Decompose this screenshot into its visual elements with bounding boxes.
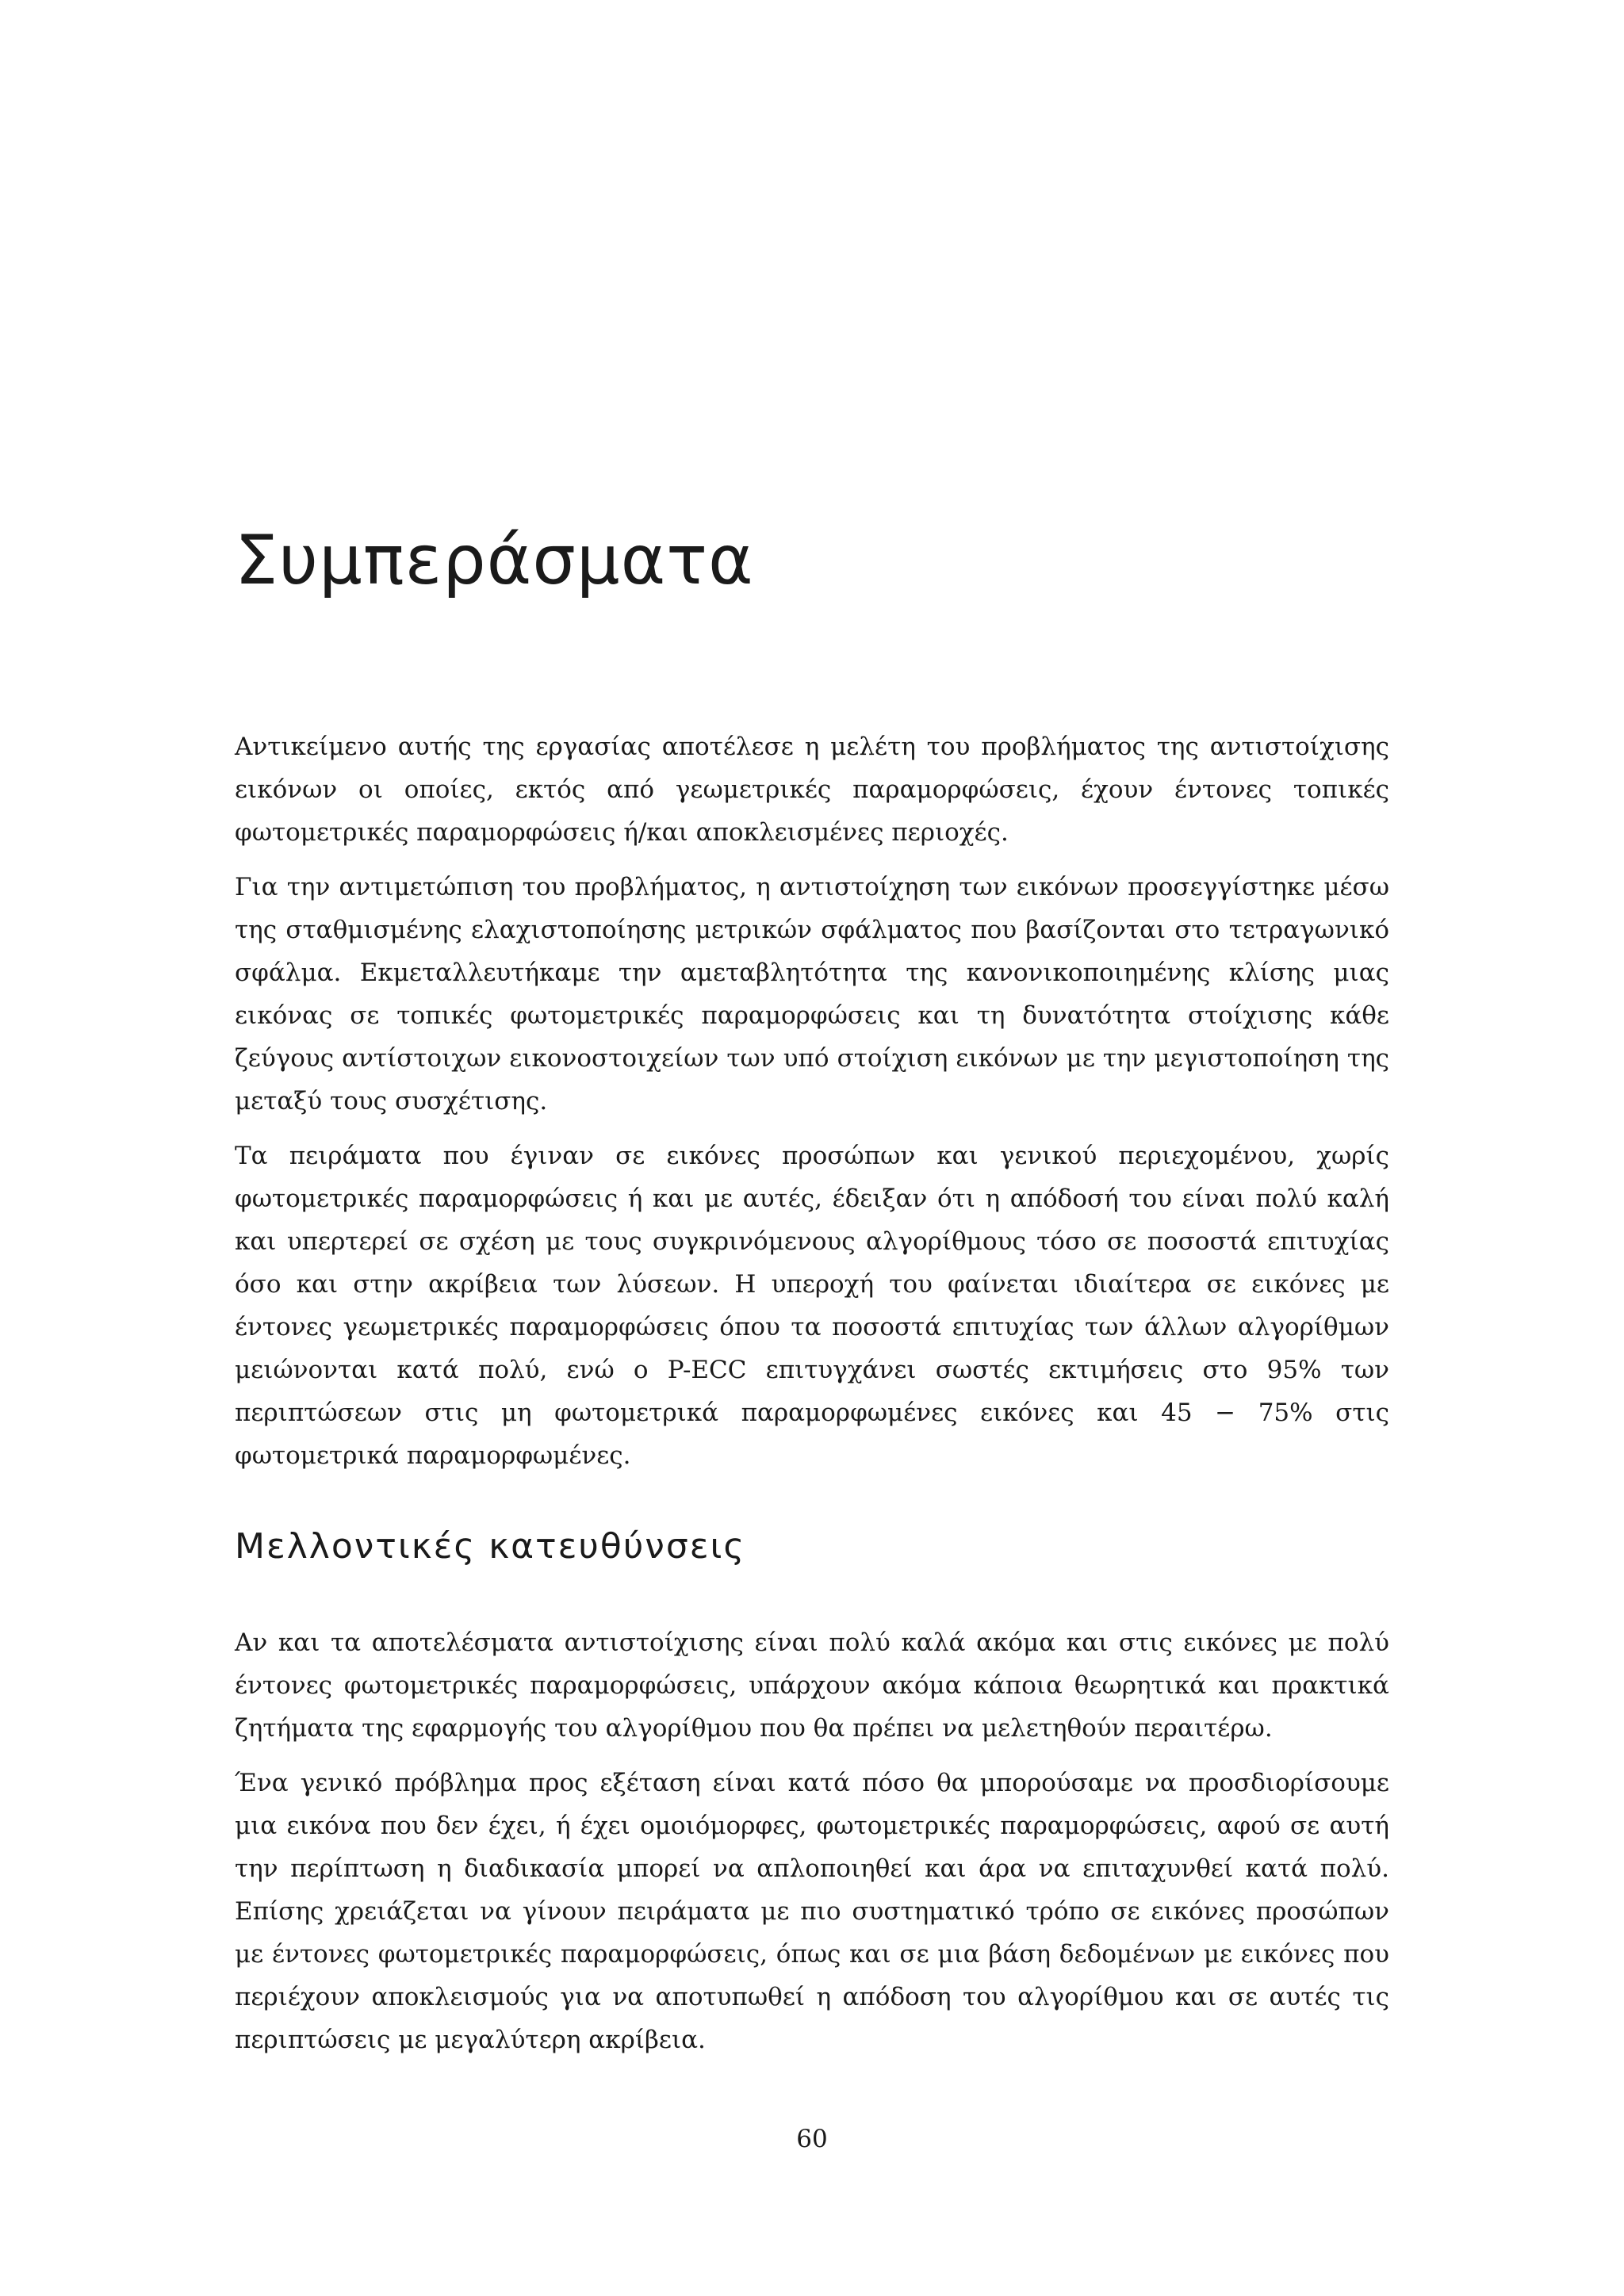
future-work-body — [235, 1621, 1389, 2073]
paragraph: Αν και τα αποτελέσματα αντιστοίχισης είναι πολύ καλά ακόμα και στις εικόνες με πολύ έντονες φωτομετρικές παραμορφώσεις, υπάρχουν ακόμα κάποια θεωρητικά και πρακτικά ζητήματα της εφαρμογής του αλγορίθμου που θα πρέπει να μελετηθούν περαιτέρω. — [235, 1628, 1389, 1743]
chapter-title: Συμπεράσματα — [235, 521, 754, 600]
paragraph: Αντικείμενο αυτής της εργασίας αποτέλεσε η μελέτη του προβλήματος της αντιστοίχισης εικόνων οι οποίες, εκτός από γεωμετρικές παραμορφώσεις, έχουν έντονες τοπικές φωτομετρικές παραμορφώσεις ή/και αποκλεισμένες περιοχές. — [235, 733, 1389, 847]
paragraph: Για την αντιμετώπιση του προβλήματος, η αντιστοίχηση των εικόνων προσεγγίστηκε μέσω της σταθμισμένης ελαχιστοποίησης μετρικών σφάλματος που βασίζονται στο τετραγωνικό σφάλμα. Εκμεταλλευτήκαμε την αμεταβλητότητα της κανονικοποιημένης κλίσης μιας εικόνας σε τοπικές φωτομετρικές παραμορφώσεις και τη δυνατότητα στοίχισης κάθε ζεύγους αντίστοιχων εικονοστοιχείων των υπό στοίχιση εικόνων με την μεγιστοποίηση της μεταξύ τους συσχέτισης. — [235, 873, 1389, 1115]
section-title: Μελλοντικές κατευθύνσεις — [235, 1526, 746, 1567]
paragraph: Ένα γενικό πρόβλημα προς εξέταση είναι κατά πόσο θα μπορούσαμε να προσδιορίσουμε μια εικόνα που δεν έχει, ή έχει ομοιόμορφες, φωτομετρικές παραμορφώσεις, αφού σε αυτή την περίπτωση η διαδικασία μπορεί να απλοποιηθεί και άρα να επιταχυνθεί κατά πολύ. Επίσης χρειάζεται να γίνουν πειράματα με πιο συστηματικό τρόπο σε εικόνες προσώπων με έντονες φωτομετρικές παραμορφώσεις, όπως και σε μια βάση δεδομένων με εικόνες που περιέχουν αποκλεισμούς για να αποτυπωθεί η απόδοση του αλγορίθμου και σε αυτές τις περιπτώσεις με μεγαλύτερη ακρίβεια. — [235, 1769, 1389, 2054]
conclusions-body — [235, 725, 1389, 1489]
document-page — [235, 0, 1389, 2296]
page-number: 60 — [796, 2125, 828, 2153]
paragraph: Τα πειράματα που έγιναν σε εικόνες προσώπων και γενικού περιεχομένου, χωρίς φωτομετρικές παραμορφώσεις ή και με αυτές, έδειξαν ότι η απόδοσή του είναι πολύ καλή και υπερτερεί σε σχέση με τους συγκρινόμενους αλγορίθμους τόσο σε ποσοστά επιτυχίας όσο και στην ακρίβεια των λύσεων. Η υπεροχή του φαίνεται ιδιαίτερα σε εικόνες με έντονες γεωμετρικές παραμορφώσεις όπου τα ποσοστά επιτυχίας των άλλων αλγορίθμων μειώνονται κατά πολύ, ενώ ο P-ECC επιτυγχάνει σωστές εκτιμήσεις στο 95% των περιπτώσεων στις μη φωτομετρικά παραμορφωμένες εικόνες και 45 − 75% στις φωτομετρικά παραμορφωμένες. — [235, 1142, 1389, 1470]
